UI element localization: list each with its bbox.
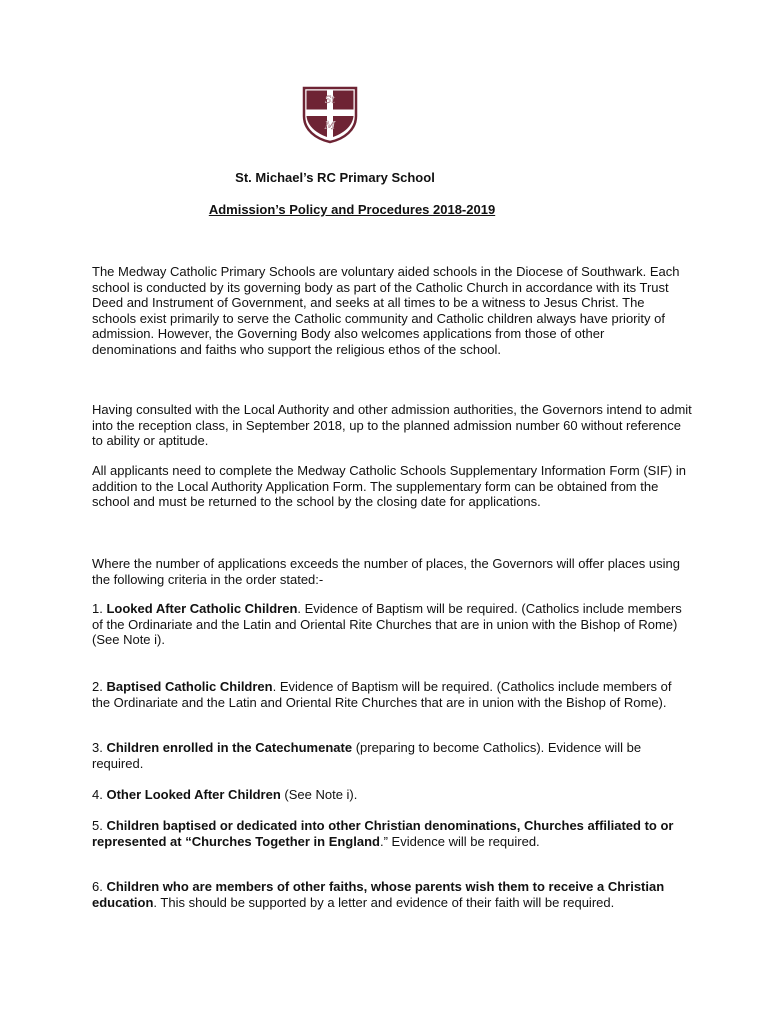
criterion-note: (See Note i). — [92, 632, 165, 648]
criterion-text: (preparing to become Catholics). Evidence will be required. — [92, 740, 642, 771]
school-name-heading: St. Michael’s RC Primary School — [235, 170, 435, 185]
criterion-text: . Evidence of Baptism will be required. (Catholics include members of the Ordinariate and the Latin and Oriental Rite Churches that are in union with the Bishop of Rome). — [92, 679, 672, 710]
criterion-number: 1. — [92, 601, 107, 616]
criterion-heading: Baptised Catholic Children — [106, 679, 273, 694]
criterion-heading: Children enrolled in the Catechumenate — [106, 740, 353, 755]
intro-paragraph-3: All applicants need to complete the Medway Catholic Schools Supplementary Information Form (SIF) in addition to the Local Authority Application Form. The supplementary form can be obtained from the school and must be returned to the school by the closing date for applications. — [92, 463, 686, 510]
intro-paragraph-1: The Medway Catholic Primary Schools are voluntary aided schools in the Diocese of Southwark. Each school is conducted by its governing body as part of the Catholic Church in accordance with its Trust Deed and Instrument of Government, and seeks at all times to be a witness to Jesus Christ. The schools exist primarily to serve the Catholic community and Catholic children always have priority of admission. However, the Governing Body also welcomes applications from those of other denominations and faiths who support the religious ethos of the school. — [92, 264, 680, 357]
criterion-4 — [92, 787, 692, 803]
intro-paragraph-4: Where the number of applications exceeds the number of places, the Governors will offer places using the following criteria in the order stated:- — [92, 556, 680, 587]
criterion-number: 2. — [92, 679, 107, 694]
criterion-3 — [92, 740, 692, 771]
crest-letters-st: St — [324, 95, 336, 106]
school-crest-logo — [302, 86, 358, 144]
criterion-1 — [92, 601, 692, 648]
criterion-2 — [92, 679, 692, 710]
policy-title-heading: Admission’s Policy and Procedures 2018-2019 — [208, 202, 496, 217]
intro-paragraph-2: Having consulted with the Local Authority and other admission authorities, the Governors intend to admit into the reception class, in September 2018, up to the planned admission number 60 without reference to ability or aptitude. — [92, 402, 692, 449]
criterion-text: (See Note i). — [280, 787, 358, 802]
criterion-number: 6. — [92, 879, 107, 894]
criterion-heading: Looked After Catholic Children — [106, 601, 298, 616]
crest-letter-m: M — [324, 119, 336, 132]
criterion-number: 4. — [92, 787, 107, 802]
criterion-text: . This should be supported by a letter and evidence of their faith will be required. — [153, 894, 615, 910]
criterion-heading: Children baptised or dedicated into other Christian denominations, Churches affiliated to or represented at “Churches Together in England — [92, 818, 674, 849]
criterion-heading: Children who are members of other faiths, whose parents wish them to receive a Christian education — [92, 879, 665, 910]
criterion-text: .” Evidence will be required. — [379, 833, 540, 849]
criterion-heading: Other Looked After Children — [106, 787, 281, 802]
criterion-number: 5. — [92, 818, 107, 833]
criterion-text: . Evidence of Baptism will be required. (Catholics include members of the Ordinariate and the Latin and Oriental Rite Churches that are in union with the Bishop of Rome) — [92, 601, 682, 632]
criterion-6 — [92, 879, 692, 910]
criterion-5 — [92, 818, 692, 849]
criterion-number: 3. — [92, 740, 107, 755]
